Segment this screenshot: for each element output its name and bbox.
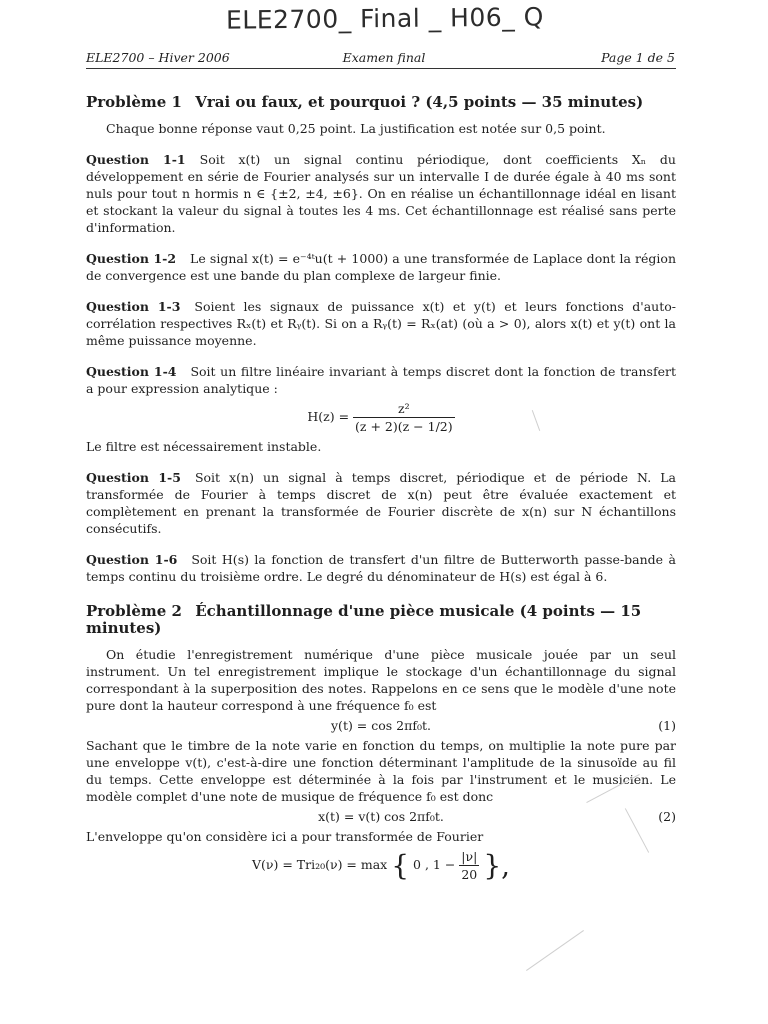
question-1-3	[86, 298, 676, 349]
problem2-heading	[86, 603, 676, 637]
equation-2-number: (2)	[658, 809, 676, 824]
question-label: Question 1-4	[86, 364, 177, 379]
problem1-number: Problème 1	[86, 93, 182, 111]
problem2-title: Échantillonnage d'une pièce musicale (4 points — 15 minutes)	[86, 602, 642, 637]
equation-3-numerator: |ν|	[461, 849, 478, 864]
problem2-paragraph-2: Sachant que le timbre de la note varie en fonction du temps, on multiplie la note pure par une enveloppe v(t), c'est-à-dire une fonction déterminant l'amplitude de la sinusoïde au fil du temps. Cette enveloppe est déterminée à la fois par l'instrument et le musicien. Le modèle complet d'une note de musique de fréquence f₀ est donc	[86, 738, 676, 804]
problem2-paragraph-1: On étudie l'enregistrement numérique d'une pièce musicale jouée par un seul instrument. Un tel enregistrement implique le stockage d'un échantillonnage du signal correspondant à la superposition des notes. Rappelons en ce sens que le modèle d'une note pure dont la hauteur correspond à une fréquence f₀ est	[86, 647, 676, 713]
question-1-6	[86, 551, 676, 585]
problem2-number: Problème 2	[86, 602, 182, 620]
question-text: Soit x(n) un signal à temps discret, périodique et de période N. La transformée de Fourier à temps discret de x(n) peut être évaluée exactement et complètement en prenant la transformée de Fourier discrète de x(n) sur N échantillons consécutifs.	[86, 470, 676, 536]
equation-lhs: H(z) =	[307, 409, 350, 424]
transfer-function-equation	[86, 400, 676, 435]
running-header-exam: Examen final	[342, 50, 426, 65]
handwritten-title: ELE2700_ Final _ H06_ Q	[225, 2, 544, 35]
equation-2	[86, 808, 676, 825]
question-label: Question 1-2	[86, 251, 177, 266]
equation-3	[86, 848, 676, 883]
question-1-2	[86, 250, 676, 284]
question-text: Soit x(t) un signal continu périodique, dont coefficients Xₙ du développement en série de Fourier analysés sur un intervalle I de durée égale à 40 ms sont nuls pour tout n hormis n ∈ {±2, ±4, ±6}. On en réalise un échantillonnage idéal en lisant et stockant la valeur du signal à toutes les 4 ms. Cet échantillonnage est réalisé sans perte d'information.	[86, 152, 676, 235]
question-label: Question 1-6	[86, 552, 178, 567]
equation-3-open-brace: {	[391, 849, 410, 882]
question-label: Question 1-5	[86, 470, 181, 485]
question-text: Soient les signaux de puissance x(t) et y(t) et leurs fonctions d'auto-corrélation respectives Rₓ(t) et Rᵧ(t). Si on a Rᵧ(t) = Rₓ(at) (où a > 0), alors x(t) et y(t) ont la même puissance moyenne.	[86, 299, 676, 348]
equation-1-body: y(t) = cos 2πf₀t.	[331, 718, 431, 733]
problem1-intro: Chaque bonne réponse vaut 0,25 point. La justification est notée sur 0,5 point.	[106, 121, 606, 136]
question-1-4	[86, 363, 676, 455]
problem2-paragraph-3: L'enveloppe qu'on considère ici a pour transformée de Fourier	[86, 829, 484, 844]
question-text: Soit H(s) la fonction de transfert d'un filtre de Butterworth passe-bande à temps continu du troisième ordre. Le degré du dénominateur de H(s) est égal à 6.	[86, 552, 676, 584]
header-rule	[86, 68, 676, 69]
running-header-course: ELE2700 – Hiver 2006	[86, 50, 230, 65]
equation-1-number: (1)	[658, 718, 676, 733]
equation-2-body: x(t) = v(t) cos 2πf₀t.	[318, 809, 444, 824]
running-header-page: Page 1 de 5	[601, 50, 675, 65]
equation-3-first: 0 , 1 −	[413, 857, 456, 872]
question-text: Le signal x(t) = e⁻⁴ᵗu(t + 1000) a une transformée de Laplace dont la région de convergence est une bande du plan complexe de largeur finie.	[86, 251, 676, 283]
question-1-5	[86, 469, 676, 537]
question-label: Question 1-3	[86, 299, 181, 314]
scan-mark	[526, 930, 584, 971]
equation-3-denominator: 20	[461, 867, 478, 882]
problem1-title: Vrai ou faux, et pourquoi ? (4,5 points — 35 minutes)	[195, 93, 644, 111]
equation-3-close-brace: },	[483, 849, 511, 882]
question-1-1	[86, 151, 676, 236]
equation-3-lhs: V(ν) = Tri₂₀(ν) = max	[251, 857, 388, 872]
equation-denominator: (z + 2)(z − 1/2)	[355, 419, 453, 434]
equation-3-fraction	[459, 848, 479, 883]
question-text-after: Le filtre est nécessairement instable.	[86, 439, 322, 454]
question-text: Soit un filtre linéaire invariant à temps discret dont la fonction de transfert a pour expression analytique :	[86, 364, 676, 396]
question-label: Question 1-1	[86, 152, 186, 167]
equation-1	[86, 717, 676, 734]
equation-fraction	[353, 400, 455, 435]
equation-numerator: z²	[353, 400, 455, 418]
problem1-heading	[86, 94, 676, 111]
exam-content	[86, 94, 676, 886]
